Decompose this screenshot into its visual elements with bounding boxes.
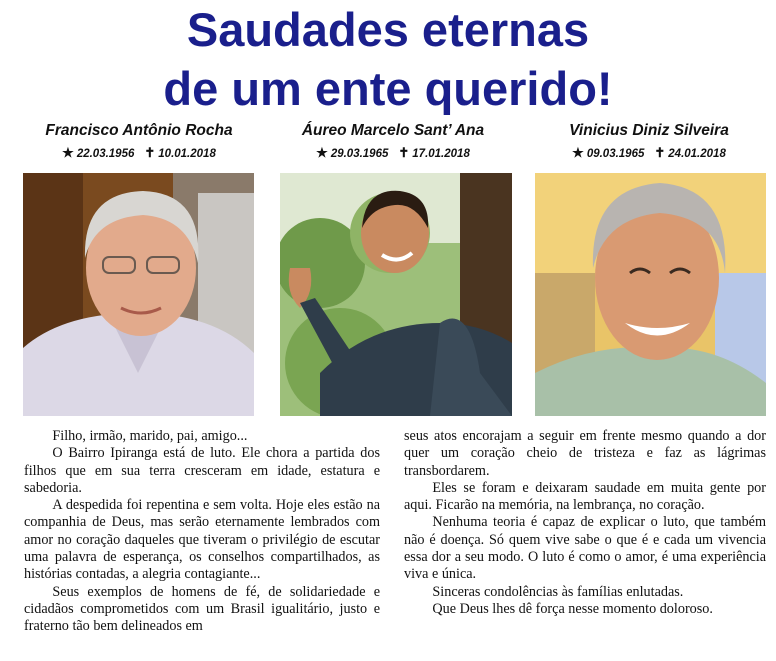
death-date: 17.01.2018 [412, 148, 470, 160]
star-icon: ★ [62, 145, 74, 160]
headline-line-1: Saudades eternas [186, 3, 590, 56]
person-block-1 [19, 122, 259, 161]
person-name: Francisco Antônio Rocha [45, 122, 233, 139]
paragraph: O Bairro Ipiranga está de luto. Ele chora a partida dos filhos que em sua terra cresceram em idade, estatura e sabedoria. [24, 445, 380, 496]
paragraph: Filho, irmão, marido, pai, amigo... [52, 428, 248, 444]
cross-icon: ✝ [654, 145, 666, 160]
paragraph: A despedida foi repentina e sem volta. Hoje eles estão na companhia de Deus, mas serão eternamente lembrados com amor no coração daqueles que tiveram o privilégio de escutar uma palavra de esperança, os conselhos compartilhados, as histórias contadas, a alegria contagiante... [24, 497, 380, 583]
cross-icon: ✝ [398, 145, 410, 160]
person-dates [273, 145, 513, 161]
paragraph: Eles se foram e deixaram saudade em muita gente por aqui. Ficarão na memória, na lembrança, no coração. [404, 479, 766, 514]
paragraph: Seus exemplos de homens de fé, de solidariedade e cidadãos comprometidos com um Brasil igualitário, justo e fraterno tão bem delineados em [24, 583, 380, 635]
person-name: Áureo Marcelo Sant’ Ana [301, 122, 485, 139]
portrait-photo-2 [280, 173, 512, 416]
birth-date: 22.03.1956 [76, 148, 135, 160]
portrait-photo-1 [23, 173, 254, 416]
death-date: 10.01.2018 [158, 148, 216, 160]
death-date: 24.01.2018 [668, 148, 726, 160]
star-icon: ★ [572, 145, 584, 160]
paragraph: Nenhuma teoria é capaz de explicar o luto, que também não é doença. Só quem vive sabe o que é e cada um vivencia essa dor a seu modo. O luto é como o amor, é uma experiência viva e única. [404, 514, 766, 583]
person-dates [19, 145, 259, 161]
person-block-3 [529, 122, 769, 161]
person-dates [529, 145, 769, 161]
paragraph: Que Deus lhes dê força nesse momento doloroso. [432, 600, 713, 617]
portrait-photo-3 [535, 173, 766, 416]
star-icon: ★ [316, 145, 328, 160]
birth-date: 29.03.1965 [330, 148, 389, 160]
cross-icon: ✝ [144, 145, 156, 160]
headline-line-2: de um ente querido! [163, 62, 613, 115]
article-text-right-column [404, 428, 766, 618]
person-name: Vinicius Diniz Silveira [569, 122, 729, 139]
person-block-2 [273, 122, 513, 161]
paragraph: Sinceras condolências às famílias enlutadas. [432, 583, 684, 600]
birth-date: 09.03.1965 [586, 148, 645, 160]
paragraph: seus atos encorajam a seguir em frente mesmo quando a dor quer um coração cheio de tristeza e faz as lágrimas transbordarem. [404, 428, 766, 479]
article-text-left-column [24, 428, 380, 636]
